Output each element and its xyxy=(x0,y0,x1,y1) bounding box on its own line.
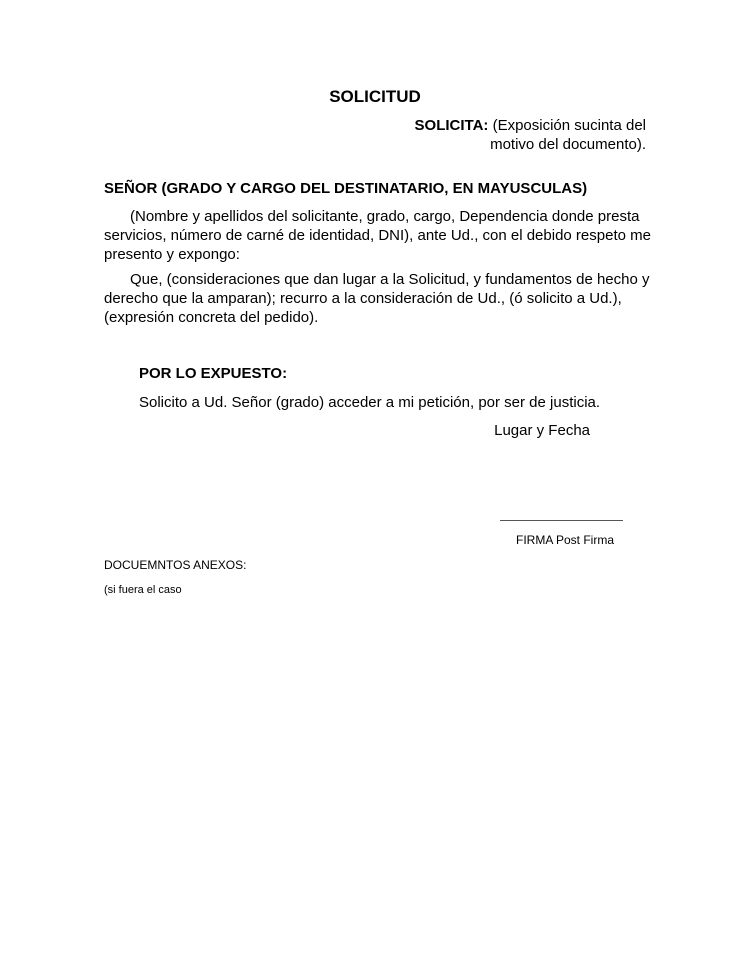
request-text: Solicito a Ud. Señor (grado) acceder a mi petición, por ser de justicia. xyxy=(139,394,601,411)
annexes-label: DOCUEMNTOS ANEXOS: xyxy=(104,558,247,572)
paragraph1-line: (Nombre y apellidos del solicitante, grado, cargo, Dependencia donde presta xyxy=(130,208,640,225)
addressee-heading: SEÑOR (GRADO Y CARGO DEL DESTINATARIO, EN MAYUSCULAS) xyxy=(104,180,588,197)
solicita-label: SOLICITA: xyxy=(414,117,489,134)
paragraph1-line: presento y expongo: xyxy=(104,246,240,263)
paragraph2-line: (expresión concreta del pedido). xyxy=(104,309,319,326)
paragraph2-line: derecho que la amparan); recurro a la consideración de Ud., (ó solicito a Ud.), xyxy=(104,290,622,307)
annexes-note: (si fuera el caso xyxy=(104,584,182,596)
signature-line xyxy=(500,520,623,521)
solicita-line-1 xyxy=(415,116,646,135)
paragraph2-line: Que, (consideraciones que dan lugar a la Solicitud, y fundamentos de hecho y xyxy=(130,271,650,288)
por-lo-expuesto-heading: POR LO EXPUESTO: xyxy=(139,365,288,382)
signature-label: FIRMA Post Firma xyxy=(516,533,615,547)
solicita-text: (Exposición sucinta del xyxy=(492,117,646,134)
document-title: SOLICITUD xyxy=(329,87,421,106)
paragraph1-line: servicios, número de carné de identidad, DNI), ante Ud., con el debido respeto me xyxy=(104,227,651,244)
place-date: Lugar y Fecha xyxy=(494,422,590,439)
solicita-line-2: motivo del documento). xyxy=(490,136,646,153)
